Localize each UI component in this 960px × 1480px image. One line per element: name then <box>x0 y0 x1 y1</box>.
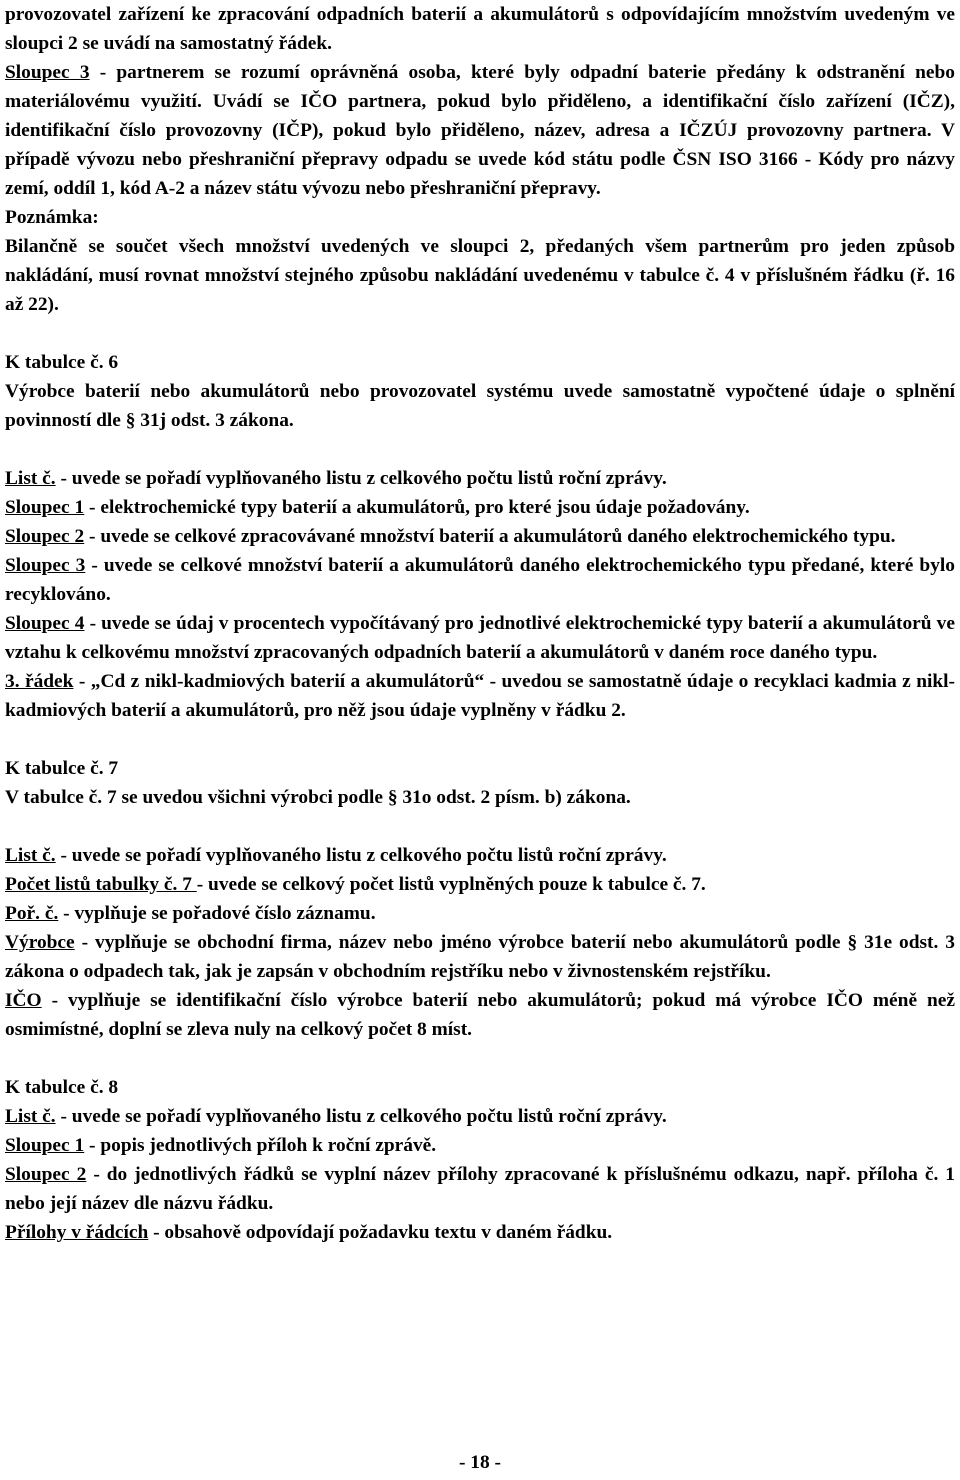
t6-heading: K tabulce č. 6 <box>5 352 119 373</box>
sloupec3-label: Sloupec 3 <box>5 62 90 83</box>
t6-item <box>5 551 955 609</box>
item-text: - do jednotlivých řádků se vyplní název přílohy zpracované k příslušnému odkazu, např. příloha č. 1 nebo její název dle názvu řádku. <box>5 1164 955 1214</box>
intro-paragraph <box>5 0 955 58</box>
partner-text: Uvádí se IČO partnera, pokud bylo přiděleno, a identifikační číslo zařízení (IČZ), identifikační číslo provozovny (IČP), pokud bylo přiděleno, název, adresa a IČZÚJ provozovny partnera. <box>5 91 955 141</box>
item-label: Sloupec 3 <box>5 555 86 576</box>
export-text: V případě vývozu nebo přeshraniční přepravy odpadu se uvede kód státu podle ČSN ISO 3166 - Kódy pro názvy zemí, oddíl 1, kód A-2 a název státu vývozu nebo přeshraniční přepravy. <box>5 120 955 199</box>
page-number: - 18 - <box>458 1452 501 1473</box>
item-label: Počet listů tabulky č. 7 <box>5 874 197 895</box>
partner-paragraph <box>5 58 955 203</box>
item-label: List č. <box>5 468 56 489</box>
item-label: Poř. č. <box>5 903 59 924</box>
t8-items <box>5 1102 955 1247</box>
t7-item <box>5 986 955 1044</box>
item-text: - uvede se údaj v procentech vypočítávaný pro jednotlivé elektrochemické typy baterií a akumulátorů ve vztahu k celkovému množství zpracovaných odpadních baterií a akumulátorů v daném roce daného typu. <box>5 613 955 663</box>
t8-item <box>5 1102 955 1131</box>
item-text: - uvede se pořadí vyplňovaného listu z celkového počtu listů roční zprávy. <box>55 468 667 489</box>
item-label: List č. <box>5 845 56 866</box>
t6-item <box>5 493 955 522</box>
item-label: IČO <box>5 990 42 1011</box>
item-text: - vyplňuje se identifikační číslo výrobce baterií nebo akumulátorů; pokud má výrobce IČO méně než osmimístné, doplní se zleva nuly na celkový počet 8 míst. <box>5 990 955 1040</box>
t6-item <box>5 464 955 493</box>
item-text: - elektrochemické typy baterií a akumulátorů, pro které jsou údaje požadovány. <box>84 497 750 518</box>
item-text: - uvede se celkové zpracovávané množství baterií a akumulátorů daného elektrochemického typu. <box>84 526 896 547</box>
item-label: 3. řádek <box>5 671 74 692</box>
item-label: List č. <box>5 1106 56 1127</box>
t8-item <box>5 1218 955 1247</box>
t6-item <box>5 609 955 667</box>
item-label: Sloupec 1 <box>5 1135 85 1156</box>
t6-item <box>5 522 955 551</box>
item-text: - uvede se pořadí vyplňovaného listu z celkového počtu listů roční zprávy. <box>55 845 667 866</box>
poznamka-label: Poznámka: <box>5 207 99 228</box>
t7-item <box>5 899 955 928</box>
t8-item <box>5 1160 955 1218</box>
item-label: Sloupec 2 <box>5 526 85 547</box>
item-label: Sloupec 4 <box>5 613 85 634</box>
document-page <box>5 0 955 1247</box>
sloupec3-text: - partnerem se rozumí oprávněná osoba, které byly odpadní baterie předány k odstranění nebo materiálovému využití. <box>5 62 955 112</box>
item-text: - vyplňuje se pořadové číslo záznamu. <box>58 903 376 924</box>
item-text: - uvede se celkové množství baterií a akumulátorů daného elektrochemického typu předané, které bylo recyklováno. <box>5 555 955 605</box>
intro-text: provozovatel zařízení ke zpracování odpadních baterií a akumulátorů s odpovídajícím množstvím uvedeným ve sloupci 2 se uvádí na samostatný řádek. <box>5 4 955 54</box>
item-text: - uvede se pořadí vyplňovaného listu z celkového počtu listů roční zprávy. <box>55 1106 667 1127</box>
t6-items <box>5 464 955 725</box>
item-text: - uvede se celkový počet listů vyplněných pouze k tabulce č. 7. <box>196 874 706 895</box>
t8-item <box>5 1131 955 1160</box>
t6-item <box>5 667 955 725</box>
t7-intro: V tabulce č. 7 se uvedou všichni výrobci podle § 31o odst. 2 písm. b) zákona. <box>5 787 631 808</box>
t6-intro: Výrobce baterií nebo akumulátorů nebo provozovatel systému uvede samostatně vypočtené údaje o splnění povinností dle § 31j odst. 3 zákona. <box>5 381 955 431</box>
item-label: Sloupec 2 <box>5 1164 87 1185</box>
item-text: - popis jednotlivých příloh k roční zprávě. <box>84 1135 437 1156</box>
item-text: - vyplňuje se obchodní firma, název nebo jméno výrobce baterií nebo akumulátorů podle § 31e odst. 3 zákona o odpadech tak, jak je zapsán v obchodním rejstříku nebo v živnostenském rejstříku. <box>5 932 955 982</box>
t8-heading: K tabulce č. 8 <box>5 1077 119 1098</box>
t7-heading: K tabulce č. 7 <box>5 758 119 779</box>
item-label: Přílohy v řádcích <box>5 1222 149 1243</box>
t7-items <box>5 841 955 1044</box>
item-text: - „Cd z nikl-kadmiových baterií a akumulátorů“ - uvedou se samostatně údaje o recyklaci kadmia z nikl-kadmiových baterií a akumulátorů, pro něž jsou údaje vyplněny v řádku 2. <box>5 671 955 721</box>
item-text: - obsahově odpovídají požadavku textu v daném řádku. <box>148 1222 613 1243</box>
t7-item <box>5 841 955 870</box>
item-label: Výrobce <box>5 932 75 953</box>
t7-item <box>5 928 955 986</box>
t7-item <box>5 870 955 899</box>
item-label: Sloupec 1 <box>5 497 85 518</box>
poznamka-text: Bilančně se součet všech množství uvedených ve sloupci 2, předaných všem partnerům pro jeden způsob nakládání, musí rovnat množství stejného způsobu nakládání uvedenému v tabulce č. 4 v příslušném řádku (ř. 16 až 22). <box>5 236 955 315</box>
